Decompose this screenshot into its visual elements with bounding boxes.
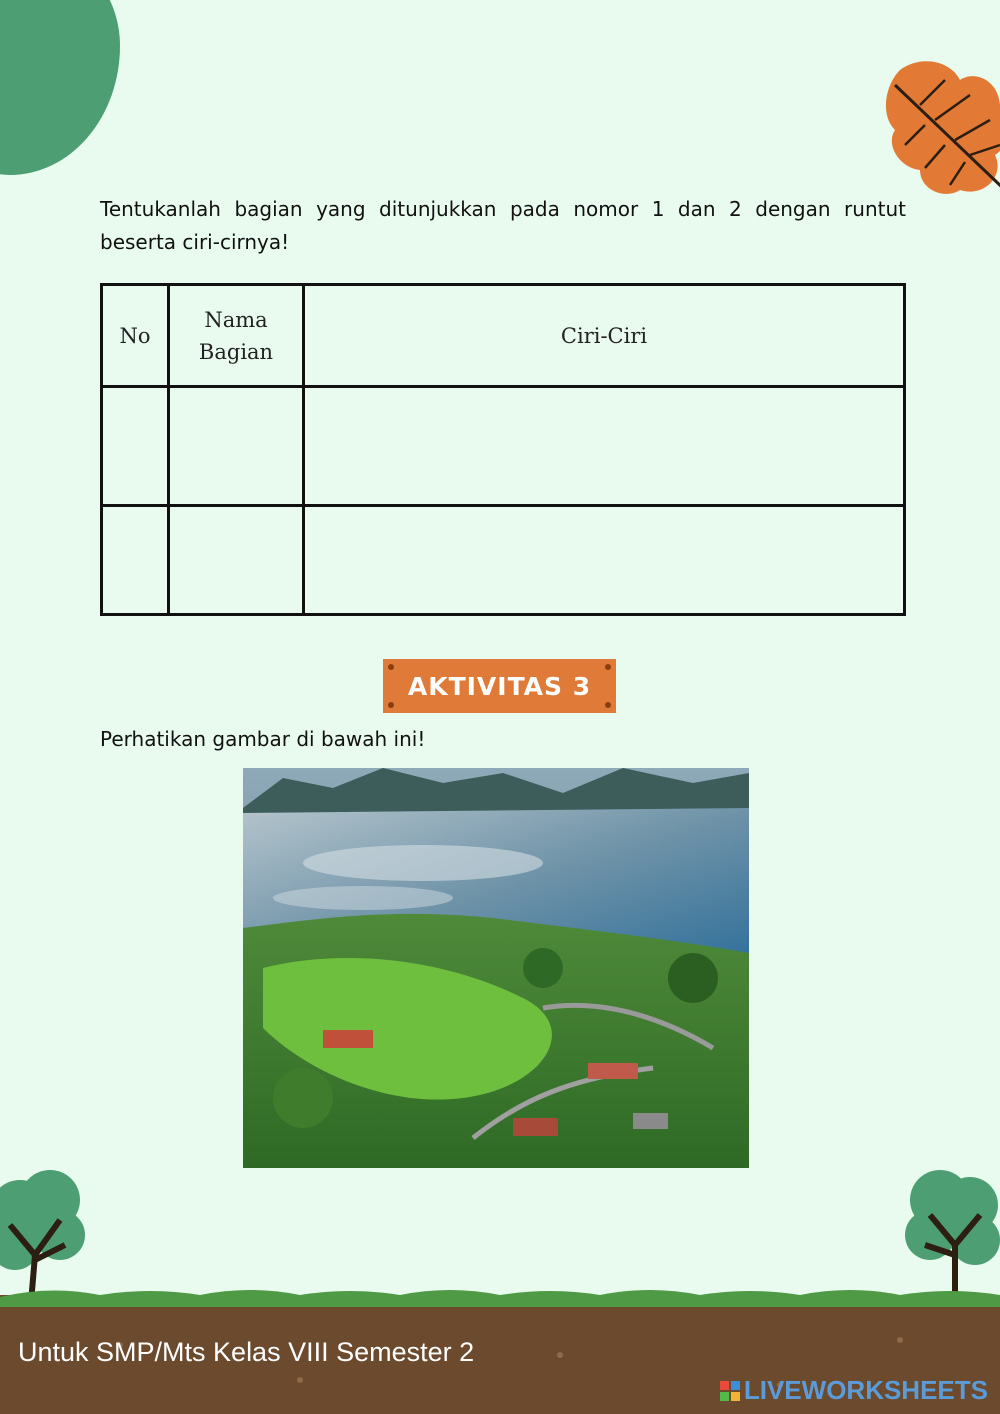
header-traits: Ciri-Ciri	[304, 285, 905, 387]
autumn-leaf-icon	[880, 50, 1000, 200]
header-name-line2: Bagian	[198, 339, 274, 364]
decorative-blob	[0, 0, 120, 175]
table-row	[102, 387, 905, 506]
activity-badge	[383, 659, 616, 713]
header-no: No	[102, 285, 169, 387]
prompt-text: Perhatikan gambar di bawah ini!	[100, 727, 426, 751]
liveworksheets-brand: LIVEWORKSHEETS	[743, 1375, 988, 1405]
badge-pin	[388, 702, 394, 708]
badge-pin	[388, 664, 394, 670]
table-header-row	[102, 285, 905, 387]
activity-label: AKTIVITAS 3	[407, 671, 592, 701]
liveworksheets-icon	[720, 1381, 740, 1401]
cell-traits[interactable]	[304, 387, 905, 506]
cell-no[interactable]	[102, 387, 169, 506]
cell-no[interactable]	[102, 506, 169, 615]
footer-label: Untuk SMP/Mts Kelas VIII Semester 2	[18, 1337, 475, 1367]
cell-traits[interactable]	[304, 506, 905, 615]
answer-table	[100, 283, 906, 616]
cell-name[interactable]	[169, 387, 304, 506]
header-name-line1: Nama	[204, 307, 268, 332]
header-name	[169, 285, 304, 387]
badge-pin	[605, 702, 611, 708]
liveworksheets-logo[interactable]	[720, 1375, 988, 1406]
cell-name[interactable]	[169, 506, 304, 615]
lake-landscape-photo	[243, 768, 749, 1168]
table-row	[102, 506, 905, 615]
instruction-text: Tentukanlah bagian yang ditunjukkan pada nomor 1 dan 2 dengan runtut beserta ciri-cirnya!	[100, 197, 906, 254]
badge-pin	[605, 664, 611, 670]
